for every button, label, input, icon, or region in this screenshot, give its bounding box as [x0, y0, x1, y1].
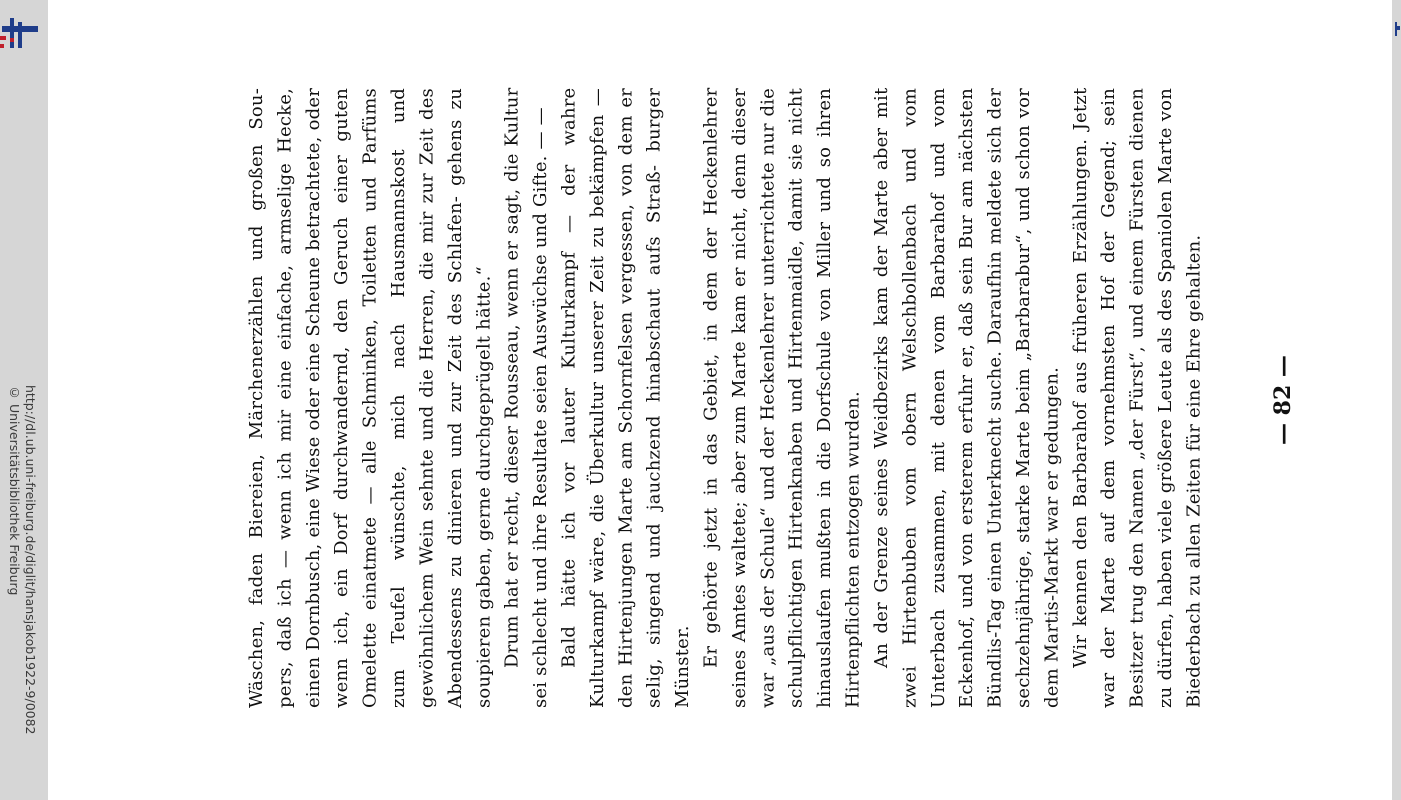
credit-url: http://dl.ub.uni-freiburg.de/diglit/hansjakob1922-9/0082	[23, 385, 38, 735]
viewer-right-strip	[1392, 0, 1401, 800]
scanned-page	[48, 0, 1392, 800]
paragraph: Er gehörte jetzt in das Gebiet, in dem der Heckenlehrer seines Amtes waltete; aber zum Marte kam er nicht, denn dieser war „aus der Schule“ und der Heckenlehrer unterrichtete nur die schulpflichtigen Hirtenknaben und Hirtenmaidle, damit sie nicht hinauslaufen mußten in die Dorfschule von Miller und so ihren Hirtenpflichten entzogen wurden.	[700, 88, 864, 708]
library-logo-icon	[0, 14, 42, 54]
paragraph: Wir kennen den Barbarahof aus früheren Erzählungen. Jetzt war der Marte auf dem vornehmsten Hof der Gegend; sein Besitzer trug den Namen „der Fürst“, und einem Fürsten dienen zu dürfen, haben viele größere Leute als des Spaniolen Marte von Biederbach zu allen Zeiten für eine Ehre gehalten.	[1069, 88, 1205, 708]
page-number: — 82 —	[1270, 355, 1296, 445]
paragraph: Wäschen, faden Biereien, Märchenerzählen und großen Sou- pers, daß ich — wenn ich mir eine einfache, armselige Hecke, einen Dornbusch, eine Wiese oder eine Scheune betrachtete, oder wenn ich, ein Dorf durchwandernd, den Geruch einer guten Omelette einatmete — alle Schminken, Toiletten und Parfüms zum Teufel wünschte, mich nach Hausmannskost und gewöhnlichem Wein sehnte und die Herren, die mir zur Zeit des Abendessens zu dinieren und zur Zeit des Schlafen- gehens zu soupieren gaben, gerne durchgeprügelt hätte.“	[246, 88, 495, 708]
paragraph: Drum hat er recht, dieser Rousseau, wenn er sagt, die Kultur sei schlecht und ihre Resultate seien Auswüchse und Gifte. — —	[501, 88, 552, 708]
credit-copyright: © Universitätsbibliothek Freiburg	[7, 385, 22, 596]
viewer-left-strip	[0, 0, 48, 800]
page-text	[243, 88, 1248, 708]
paragraph: Bald hätte ich vor lauter Kulturkampf — der wahre Kulturkampf wäre, die Überkultur unserer Zeit zu bekämpfen — den Hirtenjungen Marte am Schornfelsen vergessen, von dem er selig, singend und jauchzend hinabschaut aufs Straß- burger Münster.	[558, 88, 694, 708]
paragraph: An der Grenze seines Weidbezirks kam der Marte aber mit zwei Hirtenbuben vom obern Welschbollenbach und vom Unterbach zusammen, mit denen vom Barbarahof und vom Eckenhof, und von ersterem erfuhr er, daß sein Bur am nächsten Bündlis-Tag einen Unterknecht suche. Daraufhin meldete sich der sechzehnjährige, starke Marte beim „Barbarabur“, und schon vor dem Martis-Markt war er gedungen.	[870, 88, 1063, 708]
scan-credit	[6, 385, 38, 735]
navigation-marker-icon[interactable]	[1394, 22, 1400, 36]
